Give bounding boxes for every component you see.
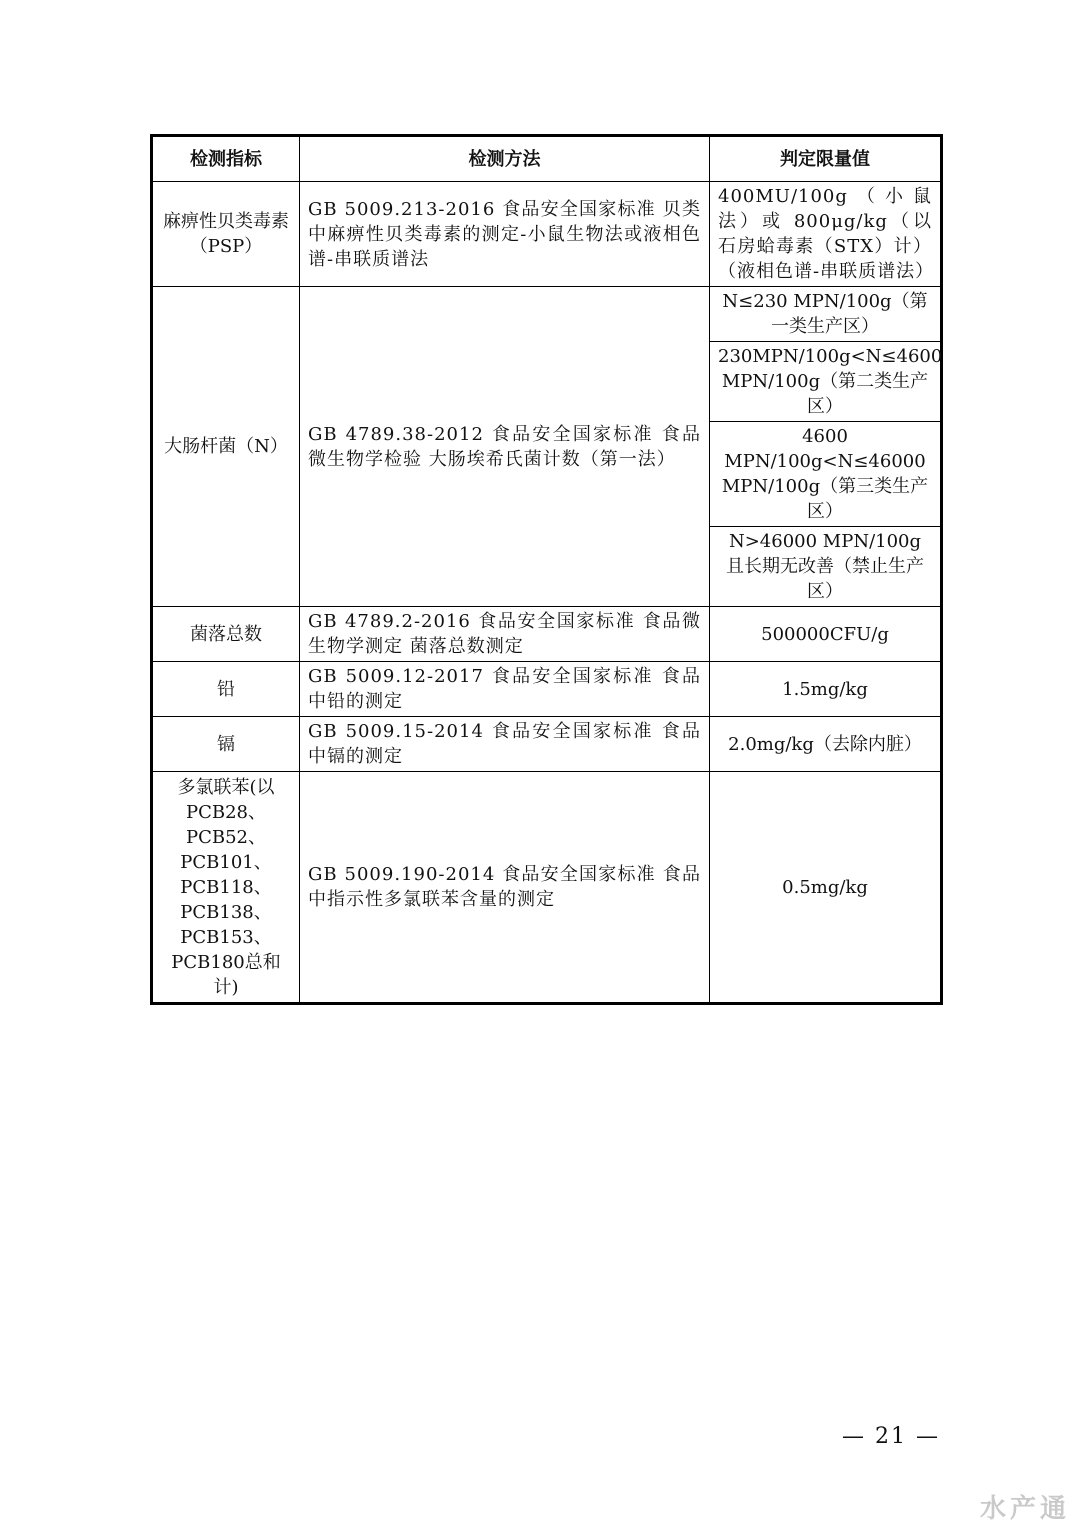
row-indicator: 多氯联苯(以PCB28、PCB52、PCB101、PCB118、PCB138、PCB153、PCB180总和计) bbox=[152, 772, 300, 1004]
row-method: GB 5009.12-2017 食品安全国家标准 食品中铅的测定 bbox=[300, 662, 710, 717]
row-indicator: 麻痹性贝类毒素（PSP） bbox=[152, 182, 300, 287]
row-indicator: 大肠杆菌（N） bbox=[152, 287, 300, 607]
table-row-colony-count bbox=[152, 607, 942, 662]
row-limit: 2.0mg/kg（去除内脏） bbox=[710, 717, 942, 772]
row-method: GB 5009.213-2016 食品安全国家标准 贝类中麻痹性贝类毒素的测定-小鼠生物法或液相色谱-串联质谱法 bbox=[300, 182, 710, 287]
header-method: 检测方法 bbox=[300, 136, 710, 182]
row-limit-zone-3: 4600 MPN/100g<N≤46000 MPN/100g（第三类生产区） bbox=[710, 422, 942, 527]
page-number: — 21 — bbox=[842, 1424, 940, 1449]
table-header-row bbox=[152, 136, 942, 182]
row-method: GB 5009.190-2014 食品安全国家标准 食品中指示性多氯联苯含量的测定 bbox=[300, 772, 710, 1004]
table-row-ecoli bbox=[152, 287, 942, 342]
row-indicator: 镉 bbox=[152, 717, 300, 772]
row-limit-zone-prohibited: N>46000 MPN/100g 且长期无改善（禁止生产区） bbox=[710, 527, 942, 607]
watermark-logo: 水产通 bbox=[980, 1494, 1071, 1524]
row-limit-zone-1: N≤230 MPN/100g（第一类生产区） bbox=[710, 287, 942, 342]
table-row-pcb bbox=[152, 772, 942, 1004]
row-method: GB 5009.15-2014 食品安全国家标准 食品中镉的测定 bbox=[300, 717, 710, 772]
row-method: GB 4789.38-2012 食品安全国家标准 食品微生物学检验 大肠埃希氏菌计数（第一法） bbox=[300, 287, 710, 607]
header-indicator: 检测指标 bbox=[152, 136, 300, 182]
row-limit: 500000CFU/g bbox=[710, 607, 942, 662]
row-indicator: 铅 bbox=[152, 662, 300, 717]
row-limit: 0.5mg/kg bbox=[710, 772, 942, 1004]
table-row-psp bbox=[152, 182, 942, 287]
header-limit: 判定限量值 bbox=[710, 136, 942, 182]
row-indicator: 菌落总数 bbox=[152, 607, 300, 662]
testing-standards-table bbox=[150, 134, 943, 1005]
row-limit: 1.5mg/kg bbox=[710, 662, 942, 717]
row-limit-zone-2: 230MPN/100g<N≤4600 MPN/100g（第二类生产区） bbox=[710, 342, 942, 422]
row-limit: 400MU/100g（小鼠法）或 800μg/kg（以石房蛤毒素（STX）计）（液相色谱-串联质谱法） bbox=[710, 182, 942, 287]
table-row-lead bbox=[152, 662, 942, 717]
table-row-cadmium bbox=[152, 717, 942, 772]
row-method: GB 4789.2-2016 食品安全国家标准 食品微生物学测定 菌落总数测定 bbox=[300, 607, 710, 662]
